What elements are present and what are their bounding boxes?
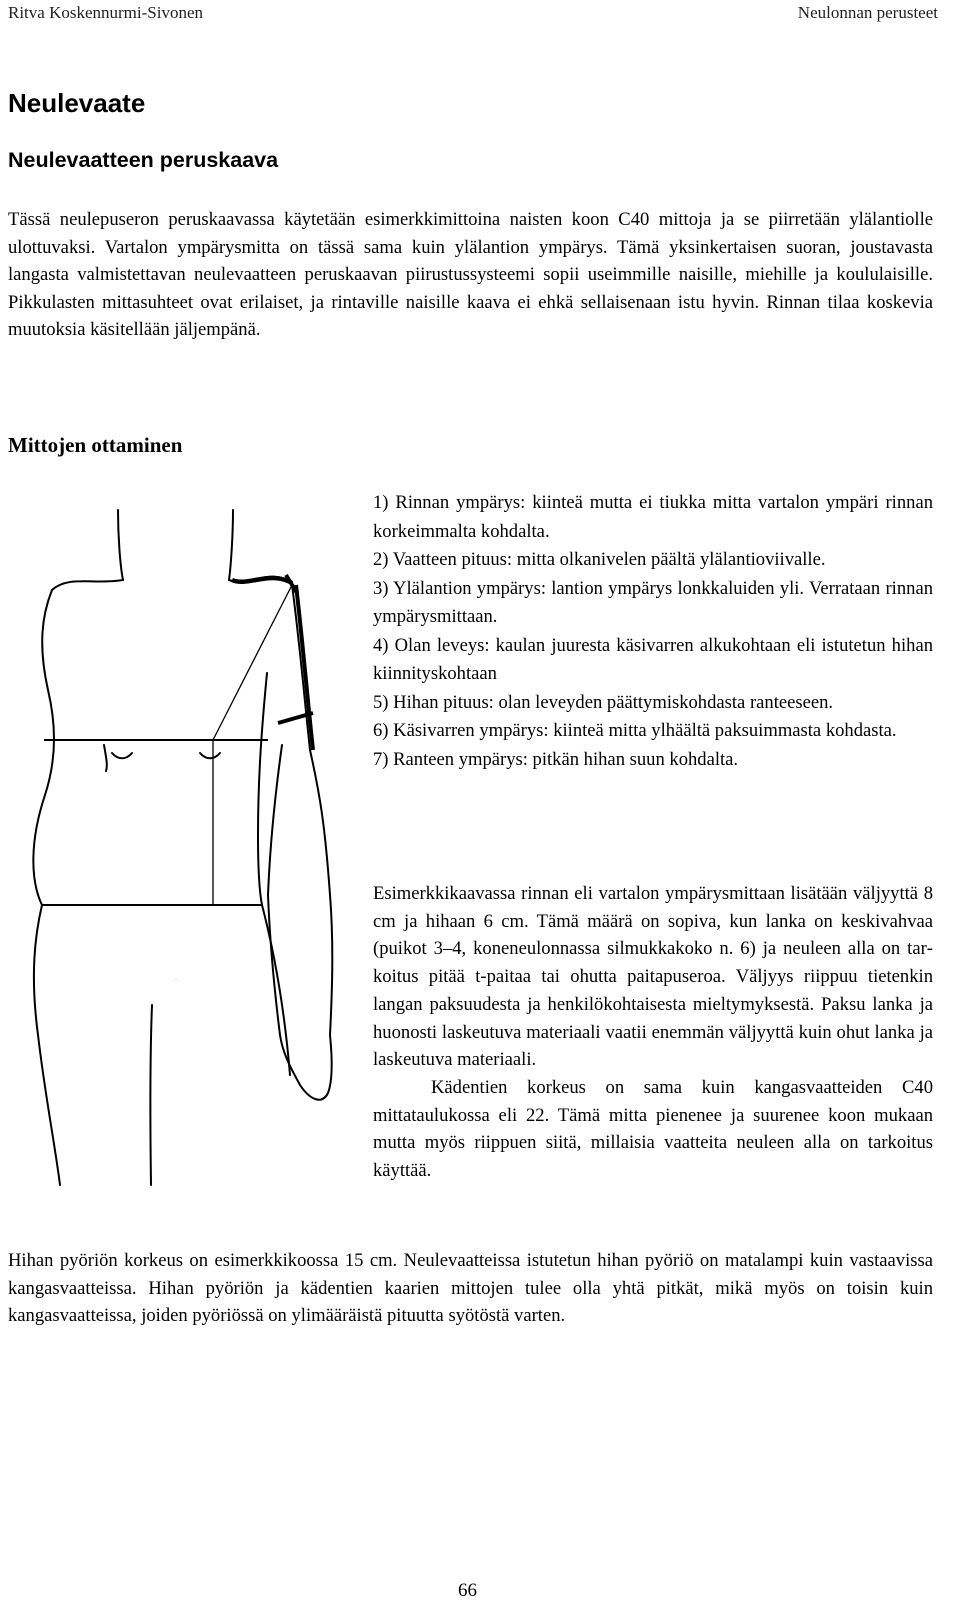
figure-left-outline xyxy=(33,580,123,905)
shoulder-width-line xyxy=(232,578,292,583)
measurement-item: 5) Hihan pituus: olan leveyden päättymiskohdasta ranteeseen. xyxy=(373,691,834,713)
measurements-list xyxy=(373,489,933,774)
measurement-item: 3) Ylälantion ympärys: lantion ympärys lonkkaluiden yli. Verrataan rinnan ympärysmittaan. xyxy=(373,577,933,627)
figure-bust-mark xyxy=(104,745,107,771)
page-number: 66 xyxy=(458,1580,477,1601)
figure-arm-outer xyxy=(292,585,332,1035)
explanation-paragraph-2: Kädentien korkeus on sama kuin kangasvaatteiden C40 mittataulukossa eli 22. Tämä mitta pienenee ja suurenee koon mukaan mutta myös riippuen siitä, millaisia vaatteita neuleen alla on tarkoitus käyttää. xyxy=(373,1076,933,1182)
explanation-paragraph-1: Esimerkkikaavassa rinnan eli vartalon ympärysmittaan lisätään väljyyttä 8 cm ja hihaan 6 cm. Tämä määrä on sopiva, kun lanka on keskivahvaa (puikot 3–4, koneneulonnassa silmukkakoko n. 6) ja neuleen alla on tarkoitus pitää t-paitaa tai ohutta paitapuseroa. Väljyys riippuu tietenkin langan paksuudesta ja henkilökohtaisesta mieltymyksestä. Paksu lanka ja huonosti laskeutuva materiaali vaatii enemmän väljyyttä kuin ohut lanka ja laskeutuva materiaali. xyxy=(373,883,933,1071)
body-measurement-figure xyxy=(0,495,360,1215)
explanation-block xyxy=(373,880,933,1185)
shoulder-diagonal-line xyxy=(213,585,292,740)
measurement-item: 6) Käsivarren ympärys: kiinteä mitta ylhäältä paksuimmasta kohdasta. xyxy=(373,720,897,741)
svg-text:.: . xyxy=(175,973,177,982)
measurement-item: 1) Rinnan ympärys: kiinteä mutta ei tiukka mitta vartalon ympäri rinnan korkeimmalta kohdalta. xyxy=(373,492,933,542)
section-title: Neulevaatteen peruskaava xyxy=(8,148,279,172)
measurement-item: 7) Ranteen ympärys: pitkän hihan suun kohdalta. xyxy=(373,748,739,770)
bottom-paragraph: Hihan pyöriön korkeus on esimerkkikoossa 15 cm. Neulevaatteissa istutetun hihan pyöriö on matalampi kuin vastaavissa kangasvaatteissa. Hihan pyöriön ja kädentien kaarien mittojen tulee olla yhtä pitkät, mikä myös on toisin kuin kangasvaatteissa, joiden pyöriössä on ylimääräistä pituutta syötöstä varten. xyxy=(8,1250,933,1327)
figure-right-hip xyxy=(262,905,290,1075)
figure-bust-right xyxy=(200,753,220,758)
measurement-item: 2) Vaatteen pituus: mitta olkanivelen päältä ylälantioviivalle. xyxy=(373,549,826,570)
page-title: Neulevaate xyxy=(8,88,146,118)
measurements-heading: Mittojen ottaminen xyxy=(8,433,183,457)
header-book-title: Neulonnan perusteet xyxy=(797,3,938,22)
figure-neck-right xyxy=(229,510,233,580)
figure-right-side xyxy=(258,673,267,905)
figure-bust-left xyxy=(112,753,132,758)
measurement-item: 4) Olan leveys: kaulan juuresta käsivarren alkukohtaan eli istutetun hihan kiinnityskohtaan xyxy=(373,634,933,684)
sleeve-length-line xyxy=(296,585,313,750)
intro-paragraph: Tässä neulepuseron peruskaavassa käytetään esimerkkimittoina naisten koon C40 mittoja ja se piirretään ylälantiolle ulottuvaksi. Vartalon ympärysmitta on tässä sama kuin ylälantion ympärys. Tämä yksinkertaisen suoran, joustavasta langasta valmistettavan neulevaatteen peruskaavan piirustussysteemi sopii useimmille naisille, miehille ja koululaisille. Pikkulasten mittasuhteet ovat erilaiset, ja rintaville naisille kaava ei ehkä sellaisenaan istu hyvin. Rinnan tilaa koskevia muutoksia käsitellään jäljempänä. xyxy=(8,209,933,341)
figure-leg-inner xyxy=(150,1005,152,1185)
figure-neck-left xyxy=(118,510,123,580)
figure-left-hip xyxy=(34,905,60,1185)
header-author: Ritva Koskennurmi-Sivonen xyxy=(8,3,204,22)
